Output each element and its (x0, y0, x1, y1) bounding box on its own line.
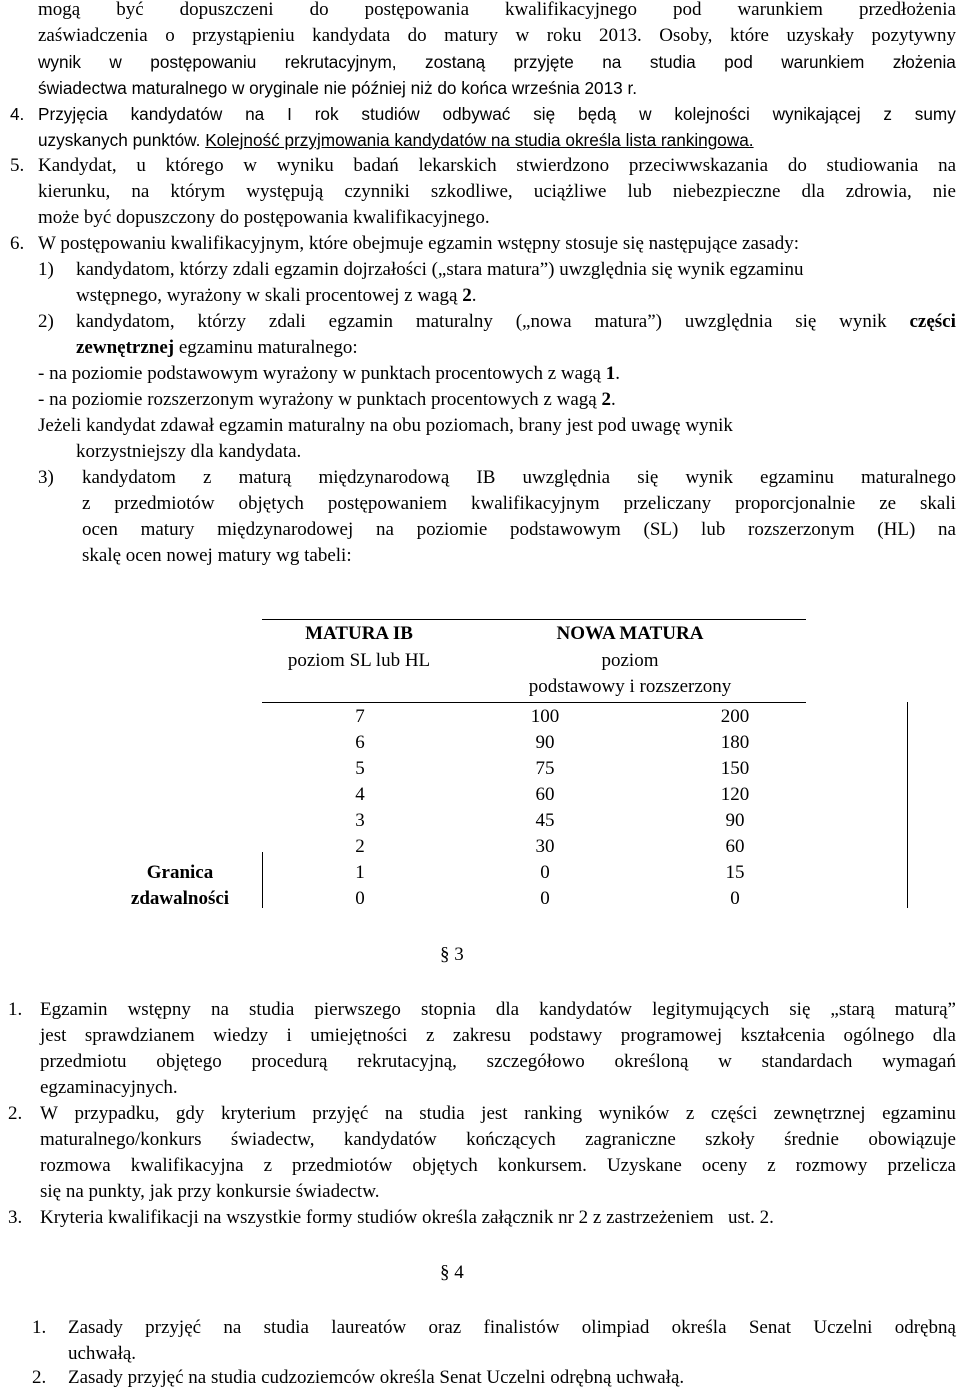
word: szczegółowo (486, 1051, 585, 1072)
word: określoną (614, 1051, 689, 1072)
word: do (407, 25, 427, 46)
item6-sub2-number: 2) (38, 311, 54, 332)
word: zaświadczenia (38, 25, 148, 46)
word: Zasady (68, 1317, 123, 1338)
word: złożenia (892, 52, 956, 72)
word: laureatów (331, 1317, 407, 1338)
word: z (883, 104, 892, 124)
word: Osoby, (659, 25, 713, 46)
word: będą (578, 104, 617, 124)
table-cell-extended: 180 (720, 732, 750, 753)
word: skali (920, 493, 956, 514)
word: wynik (685, 467, 733, 488)
word: 2013. (599, 25, 642, 46)
word: wynik (38, 52, 81, 72)
word: czynniki (344, 181, 410, 202)
item4-line-1 (38, 101, 956, 127)
table-cell-basic: 45 (535, 810, 555, 831)
item6-sub1-line-1: kandydatom, którzy zdali egzamin dojrzałości („stara matura”) uwzględnia się wynik egzaminu (76, 259, 804, 280)
word: kwalifikacyjnym (470, 493, 600, 514)
word: warunkiem (781, 52, 865, 72)
table-cell-extended: 15 (725, 862, 745, 883)
table-cell-extended: 200 (720, 706, 750, 727)
item6-sub3-line-3 (82, 517, 956, 543)
word: w (109, 52, 122, 72)
table-cell-extended: 150 (720, 758, 750, 779)
table-cell-basic: 0 (540, 888, 550, 909)
table-cell-ib: 0 (355, 888, 365, 909)
word: dla (495, 999, 520, 1020)
item6-sub2-line-2-rest: egzaminu maturalnego: (174, 337, 358, 358)
word: zdrowia, (845, 181, 912, 202)
table-cell-extended: 120 (720, 784, 750, 805)
top-line-2 (38, 23, 956, 49)
word: z (767, 1155, 776, 1176)
word: stopnia (420, 999, 476, 1020)
word: dla (932, 1025, 956, 1046)
word: rekrutacyjną, (357, 1051, 457, 1072)
s4-item1-number: 1. (32, 1317, 47, 1338)
s3-item1-line-1 (40, 997, 956, 1023)
word: finalistów (483, 1317, 560, 1338)
word: uwzględnia (684, 311, 773, 332)
word: postępowania (364, 0, 470, 20)
word: jest (40, 1025, 67, 1046)
s3-item1-line-4: egzaminacyjnych. (40, 1077, 178, 1098)
word: jest (481, 1103, 508, 1124)
table-right-edge (907, 702, 908, 908)
item4-line-2b-underlined: Kolejność przyjmowania kandydatów na studia określa lista rankingowa. (205, 130, 754, 150)
word: zostaną (424, 52, 486, 72)
s3-item1-line-2 (40, 1023, 956, 1049)
word: objętych (412, 1155, 478, 1176)
word: IB (476, 467, 496, 488)
word: przelicza (887, 1155, 956, 1176)
word: badań (353, 155, 399, 176)
item4-line-2a: uzyskanych punktów. (38, 130, 201, 150)
word: uzyskały (786, 25, 855, 46)
word: kształcenia (740, 1025, 826, 1046)
word: pozytywny (871, 25, 956, 46)
word: przystąpieniu (192, 25, 295, 46)
table-header-rule (262, 702, 806, 703)
word: proporcjonalnie (735, 493, 856, 514)
table-left-edge (262, 852, 263, 908)
item6-sub1-weight: 2 (462, 285, 472, 306)
word: rozszerzonym (748, 519, 855, 540)
word: na (131, 181, 150, 202)
word: egzamin (328, 311, 394, 332)
both-levels-line-2: korzystniejszy dla kandydata. (76, 441, 302, 462)
word: przedmiotów (114, 493, 215, 514)
word: ranking (524, 1103, 583, 1124)
word: się (637, 467, 659, 488)
word: matura”) (594, 311, 662, 332)
dash-basic-a: - na poziomie podstawowym wyrażony w punktach procentowych z wagą (38, 363, 606, 384)
word: międzynarodową (318, 467, 450, 488)
word: na (937, 519, 956, 540)
word: roku (546, 25, 582, 46)
word: maturą (238, 467, 292, 488)
table-cell-ib: 4 (355, 784, 365, 805)
table-cell-basic: 100 (530, 706, 560, 727)
word: kandydatom (82, 467, 176, 488)
word: (HL) (877, 519, 916, 540)
word: egzaminu (760, 467, 834, 488)
word: uciążliwe (533, 181, 607, 202)
item6-sub3-line-1 (82, 465, 956, 491)
word: występują (246, 181, 324, 202)
word: odrębną (894, 1317, 956, 1338)
table-cell-ib: 7 (355, 706, 365, 727)
dash-extended-c: . (610, 389, 616, 410)
word: obowiązuje (868, 1129, 956, 1150)
word: z (263, 1155, 273, 1176)
word: w (515, 25, 530, 46)
item5-line-1 (38, 153, 956, 179)
word: kandydatom, (76, 311, 175, 332)
word: zakresu (452, 1025, 511, 1046)
word: wyników (598, 1103, 670, 1124)
word: które (729, 25, 769, 46)
word: konkursem. (497, 1155, 587, 1176)
word: Przyjęcia (38, 104, 108, 124)
word: międzynarodowej (217, 519, 354, 540)
word: wynik (839, 311, 887, 332)
item6-sub1-line-2a: wstępnego, wyrażony w skali procentowej z wagą (76, 285, 463, 306)
word: kandydatów (539, 999, 633, 1020)
word: odbywać (442, 104, 511, 124)
table-cell-ib: 2 (355, 836, 365, 857)
word: z (203, 467, 212, 488)
word: którzy (197, 311, 247, 332)
word: kierunku, (38, 181, 111, 202)
word: na (210, 999, 229, 1020)
word: Kandydat, (38, 155, 117, 176)
word: studia (419, 1103, 465, 1124)
word: I (287, 104, 292, 124)
table-header-new: NOWA MATURA (556, 623, 704, 644)
word: na (223, 1317, 242, 1338)
table-cell-ib: 5 (355, 758, 365, 779)
word: wstępny (127, 999, 191, 1020)
item4-number: 4. (10, 104, 25, 124)
word: rozmowy (795, 1155, 868, 1176)
s3-item3-line-1: Kryteria kwalifikacji na wszystkie formy studiów określa załącznik nr 2 z zastrzeżeniem ust. 2. (40, 1207, 774, 1228)
word: podstawowym (509, 519, 621, 540)
word: maturalnego/konkurs (40, 1129, 202, 1150)
word: objętego (156, 1051, 222, 1072)
word: z (425, 1025, 435, 1046)
word: szkodliwe, (430, 181, 513, 202)
word: przypadku, (74, 1103, 160, 1124)
word: studiów (361, 104, 420, 124)
s3-item1-number: 1. (8, 999, 23, 1020)
word: niebezpieczne (672, 181, 781, 202)
word: rok (314, 104, 339, 124)
word: na (375, 519, 394, 540)
word: z (685, 1103, 695, 1124)
word: którym (170, 181, 226, 202)
word: świadectw, (230, 1129, 315, 1150)
word: przedłożenia (858, 0, 956, 20)
word: lub (701, 519, 726, 540)
word: pod (724, 52, 753, 72)
word: standardach (761, 1051, 853, 1072)
word: zewnętrznej (773, 1103, 866, 1124)
s3-item3-number: 3. (8, 1207, 23, 1228)
word: oraz (428, 1317, 462, 1338)
word: na (384, 1103, 403, 1124)
word: wiedzy (213, 1025, 269, 1046)
s4-item2-number: 2. (32, 1367, 47, 1388)
word: ze (879, 493, 897, 514)
s3-item2-number: 2. (8, 1103, 23, 1124)
item6-sub2-line-1 (76, 309, 956, 335)
word: pod (672, 0, 702, 20)
dash-basic-c: . (615, 363, 620, 384)
word: objętych (238, 493, 304, 514)
word: (SL) (643, 519, 679, 540)
table-subheader-ib: poziom SL lub HL (287, 650, 431, 671)
word: na (245, 104, 265, 124)
table-cell-basic: 75 (535, 758, 555, 779)
item5-line-2 (38, 179, 956, 205)
top-line-4: świadectwa maturalnego w oryginale nie później niż do końca września 2013 r. (38, 78, 638, 98)
word: programowej (620, 1025, 723, 1046)
word: w (639, 104, 652, 124)
word: legitymujących (652, 999, 770, 1020)
word: wynikającej (772, 104, 861, 124)
s4-item1-line-1 (68, 1315, 956, 1341)
word: Egzamin (40, 999, 108, 1020)
item6-sub3-line-4: skalę ocen nowej matury wg tabeli: (82, 545, 352, 566)
word: lub (627, 181, 652, 202)
word: którego (165, 155, 224, 176)
word: kandydatów (130, 104, 223, 124)
word: być (116, 0, 144, 20)
word: do (787, 155, 807, 176)
s3-item2-line-3 (40, 1153, 956, 1179)
item6-sub1-number: 1) (38, 259, 54, 280)
s4-item1-line-2: uchwałą. (68, 1343, 137, 1364)
table-header-ib: MATURA IB (305, 623, 413, 644)
word: dopuszczeni (179, 0, 274, 20)
word: przyjęte (513, 52, 574, 72)
word: z (82, 493, 91, 514)
table-cell-extended: 90 (725, 810, 745, 831)
table-cell-extended: 60 (725, 836, 745, 857)
table-cell-ib: 1 (355, 862, 365, 883)
word: warunkiem (737, 0, 823, 20)
item6-sub3-number: 3) (38, 467, 54, 488)
word: postępowaniem (327, 493, 448, 514)
word: kryterium (220, 1103, 296, 1124)
word: W (40, 1103, 58, 1124)
word: studia (248, 999, 295, 1020)
word: podstawy (529, 1025, 603, 1046)
word: pierwszego (314, 999, 401, 1020)
word: („nowa (515, 311, 572, 332)
s3-item2-line-4: się na punkty, jak przy konkursie świadectw. (40, 1181, 380, 1202)
word: Uczelni (813, 1317, 873, 1338)
word: średnie (784, 1129, 839, 1150)
table-cell-basic: 90 (535, 732, 555, 753)
dash-basic-weight: 1 (605, 363, 616, 384)
word: na (602, 52, 622, 72)
word: nie (932, 181, 956, 202)
word: matury (444, 25, 498, 46)
word: się (795, 311, 817, 332)
word: szkoły (705, 1129, 755, 1150)
section-4-heading: § 4 (440, 1262, 464, 1283)
word: przedmiotów (292, 1155, 393, 1176)
word: wyniku (276, 155, 334, 176)
word: studiowania (826, 155, 919, 176)
word: u (136, 155, 146, 176)
item6-sub2-line-2-bold: zewnętrznej (76, 337, 175, 358)
word: kwalifikacyjna (130, 1155, 244, 1176)
word: o (165, 25, 175, 46)
word: kończących (466, 1129, 556, 1150)
word: i (286, 1025, 292, 1046)
word: kandydatów (343, 1129, 437, 1150)
item5-line-3: może być dopuszczony do postępowania kwalifikacyjnego. (38, 207, 490, 228)
word: przeciwwskazania (628, 155, 769, 176)
word: „starą (830, 999, 875, 1020)
table-row-label: zdawalności (130, 888, 230, 909)
word: przeliczany (623, 493, 712, 514)
word: maturalnego (861, 467, 956, 488)
word: przedmiotu (40, 1051, 127, 1072)
table-subheader-new-1: poziom (601, 650, 659, 671)
word: do (309, 0, 329, 20)
word: maturą” (894, 999, 956, 1020)
table-cell-extended: 0 (730, 888, 740, 909)
table-cell-basic: 60 (535, 784, 555, 805)
word: zagraniczne (585, 1129, 676, 1150)
word: sumy (914, 104, 956, 124)
word: w (718, 1051, 732, 1072)
word: umiejętności (310, 1025, 408, 1046)
word: kolejności (674, 104, 750, 124)
word: olimpiad (581, 1317, 650, 1338)
word: przyjęć (145, 1317, 202, 1338)
word: uwzględnia (522, 467, 611, 488)
table-cell-ib: 6 (355, 732, 365, 753)
word: rozmowa (40, 1155, 111, 1176)
item6-sub3-line-2 (82, 491, 956, 517)
word: mogą (38, 0, 81, 20)
section-3-heading: § 3 (440, 944, 464, 965)
top-line-1 (38, 0, 956, 23)
word: studia (263, 1317, 309, 1338)
table-row-label: Granica (146, 862, 214, 883)
table-cell-basic: 0 (540, 862, 550, 883)
item6-sub2-bold-word: części (909, 311, 956, 332)
word: maturalny (415, 311, 493, 332)
table-cell-ib: 3 (355, 810, 365, 831)
word: kandydata (312, 25, 391, 46)
word: Senat (748, 1317, 792, 1338)
word: wymagań (882, 1051, 956, 1072)
word: się (533, 104, 556, 124)
word: kwalifikacyjnego (505, 0, 637, 20)
word: przyjęć (312, 1103, 369, 1124)
word: części (710, 1103, 758, 1124)
word: ogólnego (843, 1025, 915, 1046)
word: w (243, 155, 258, 176)
word: oceny (701, 1155, 748, 1176)
word: gdy (175, 1103, 205, 1124)
word: ocen (82, 519, 118, 540)
top-line-3 (38, 49, 956, 75)
word: dla (801, 181, 825, 202)
word: zdali (268, 311, 306, 332)
word: poziomie (416, 519, 488, 540)
s3-item2-line-2 (40, 1127, 956, 1153)
item6-number: 6. (10, 233, 25, 254)
word: procedurą (251, 1051, 328, 1072)
word: Uzyskane (606, 1155, 682, 1176)
word: rekrutacyjnym, (284, 52, 397, 72)
s3-item2-line-1 (40, 1101, 956, 1127)
item6-line-1: W postępowaniu kwalifikacyjnym, które obejmuje egzamin wstępny stosuje się następujące zasady: (38, 233, 800, 254)
word: lekarskich (418, 155, 497, 176)
word: określa (671, 1317, 727, 1338)
both-levels-line-1: Jeżeli kandydat zdawał egzamin maturalny na obu poziomach, brany jest pod uwagę wynik (38, 415, 733, 436)
table-cell-basic: 30 (535, 836, 555, 857)
table-subheader-new-2: podstawowy i rozszerzony (528, 676, 732, 697)
dash-extended-a: - na poziomie rozszerzonym wyrażony w punktach procentowych z wagą (38, 389, 602, 410)
dash-extended-weight: 2 (601, 389, 611, 410)
word: stwierdzono (516, 155, 610, 176)
word: studia (649, 52, 696, 72)
word: matury (140, 519, 195, 540)
word: postępowaniu (150, 52, 257, 72)
item5-number: 5. (10, 155, 25, 176)
word: egzaminu (882, 1103, 956, 1124)
item6-sub1-line-2c: . (471, 285, 477, 306)
word: sprawdzianem (84, 1025, 195, 1046)
s3-item1-line-3 (40, 1049, 956, 1075)
table-top-rule (262, 619, 806, 620)
word: na (938, 155, 956, 176)
word: się (789, 999, 811, 1020)
s4-item2-line-1: Zasady przyjęć na studia cudzoziemców określa Senat Uczelni odrębną uchwałą. (68, 1367, 685, 1388)
